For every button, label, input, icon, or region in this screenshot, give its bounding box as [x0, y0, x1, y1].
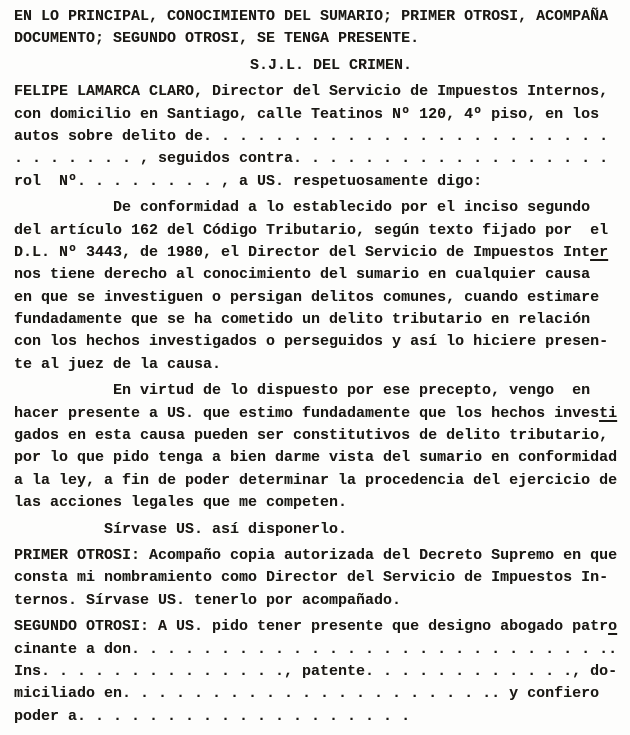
dotted-blank-line: Ins. . . . . . . . . . . . . ., patente. . . . . . . . . . . ., do- — [14, 662, 618, 680]
intro-paragraph — [14, 81, 630, 193]
doc-line: con domicilio en Santiago, calle Teatinos Nº 120, 4º piso, en los — [14, 105, 600, 123]
doc-line: te al juez de la causa. — [14, 355, 222, 373]
doc-line: las acciones legales que me competen. — [14, 494, 348, 512]
dotted-blank-line: miciliado en. . . . . . . . . . . . . . . . . . . . .. y confiero — [14, 685, 600, 703]
dotted-blank-line: rol Nº. . . . . . . . , a US. respetuosamente digo: — [14, 172, 483, 190]
dotted-blank-line: poder a. . . . . . . . . . . . . . . . . . . — [14, 707, 411, 725]
doc-line: a la ley, a fin de poder determinar la procedencia del ejercicio de — [14, 471, 618, 489]
doc-line: nos tiene derecho al conocimiento del sumario en cualquier causa — [14, 266, 591, 284]
doc-line: En virtud de lo dispuesto por ese precepto, vengo en — [113, 382, 591, 400]
doc-line: consta mi nombramiento como Director del Servicio de Impuestos In- — [14, 569, 609, 587]
doc-line: Sírvase US. así disponerlo. — [104, 520, 348, 538]
dotted-blank-line: . . . . . . . , seguidos contra. . . . . . . . . . . . . . . . . . — [14, 150, 609, 168]
doc-line-hyphen-underline: hacer presente a US. que estimo fundadamente que los hechos investi — [14, 404, 618, 422]
doc-line: EN LO PRINCIPAL, CONOCIMIENTO DEL SUMARIO; PRIMER OTROSI, ACOMPAÑA — [14, 8, 609, 25]
underlined-word-ending: ti — [599, 404, 618, 422]
doc-line-hyphen-underline: D.L. Nº 3443, de 1980, el Director del Servicio de Impuestos Inter — [14, 243, 609, 261]
underlined-word-ending: o — [608, 618, 618, 636]
heading-paragraph — [14, 6, 630, 51]
main-paragraph-1 — [14, 197, 630, 376]
closing-formula — [14, 519, 630, 541]
doc-line: con los hechos investigados o perseguidos y así lo hiciere presen- — [14, 333, 609, 351]
primer-otrosi-paragraph — [14, 545, 630, 612]
segundo-otrosi-paragraph — [14, 616, 630, 728]
doc-line: por lo que pido tenga a bien darme vista del sumario en conformidad — [14, 449, 618, 467]
doc-line: del artículo 162 del Código Tributario, según texto fijado por el — [14, 221, 609, 239]
doc-line: fundadamente que se ha cometido un delito tributario en relación — [14, 311, 591, 329]
court-heading — [14, 55, 630, 77]
doc-line-hyphen-underline: SEGUNDO OTROSI: A US. pido tener presente que designo abogado patro — [14, 618, 618, 636]
dotted-blank-line: cinante a don. . . . . . . . . . . . . . . . . . . . . . . . . . .. — [14, 640, 618, 658]
underlined-word-ending: er — [590, 243, 609, 261]
doc-line: DOCUMENTO; SEGUNDO OTROSI, SE TENGA PRESENTE. — [14, 30, 420, 48]
doc-line: De conformidad a lo establecido por el inciso segundo — [113, 199, 591, 217]
dotted-blank-line: autos sobre delito de. . . . . . . . . . . . . . . . . . . . . . . — [14, 127, 609, 145]
doc-line: gados en esta causa pueden ser constitutivos de delito tributario, — [14, 427, 609, 445]
court-heading-line: S.J.L. DEL CRIMEN. — [250, 56, 413, 74]
doc-line: FELIPE LAMARCA CLARO, Director del Servicio de Impuestos Internos, — [14, 83, 609, 101]
doc-line: en que se investiguen o persigan delitos comunes, cuando estimare — [14, 288, 600, 306]
doc-line: PRIMER OTROSI: Acompaño copia autorizada del Decreto Supremo en que — [14, 546, 618, 564]
doc-line: ternos. Sírvase US. tenerlo por acompañado. — [14, 591, 402, 609]
main-paragraph-2 — [14, 380, 630, 514]
